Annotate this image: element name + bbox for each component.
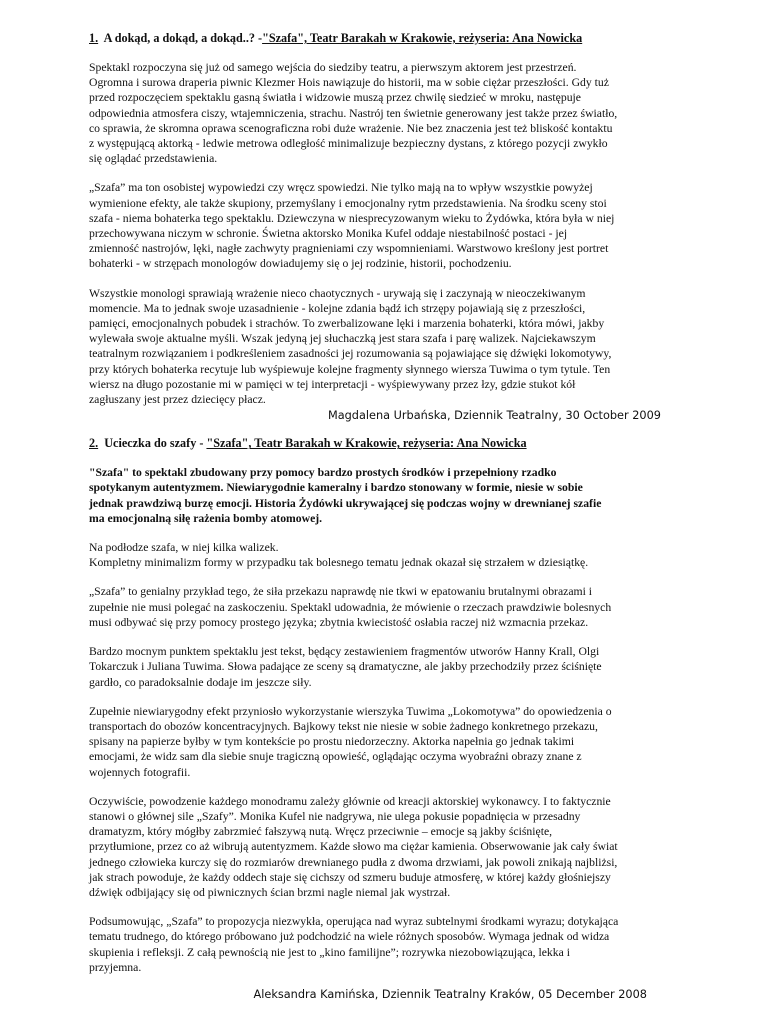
text-line: przytłumione, przez co aż wibrują autentyzmem. Każde słowo ma ciężar kamienia. Obserwowanie jak cały świat	[89, 840, 618, 854]
text-line: przechowywana niczym w schronie. Świetna aktorsko Monika Kufel oddaje niestabilność postaci - jej	[89, 227, 568, 241]
article-2-paragraph	[89, 644, 669, 690]
text-line: wylewała swoje aktualne myśli. Wszak jedyną jej słuchaczką jest stara szafa i parę walizek. Najciekawszym	[89, 332, 596, 346]
text-line: skupienia i refleksji. Z całą pewnością nie jest to „kino familijne”; rozrywka niezobowiązująca, lekka i	[89, 945, 570, 959]
text-line: wiersz na długo pozostanie mi w pamięci w tej interpretacji - wyśpiewywany przez łzy, gdzie stukot kół	[89, 377, 576, 391]
text-line: z występującą aktorką - ledwie metrowa odległość minimalizuje bezpieczny dystans, z którego pozycji zwykło	[89, 137, 608, 151]
text-line: szafa - niema bohaterka tego spektaklu. Dziewczyna w niesprecyzowanym wieku to Żydówka, która była w niej	[89, 211, 615, 225]
article-1-heading	[89, 30, 669, 47]
article-2-signature: Aleksandra Kamińska, Dziennik Teatralny Kraków, 05 December 2008	[253, 987, 647, 1001]
text-line: Spektakl rozpoczyna się już od samego wejścia do siedziby teatru, a pierwszym aktorem jest przestrzeń.	[89, 61, 577, 74]
article-2-paragraph	[89, 584, 669, 630]
article-2-paragraph	[89, 540, 669, 570]
text-line: się oglądać przedstawienia.	[89, 152, 218, 166]
text-line: dramatyzm, który mógłby zabrzmieć fałszywą nutą. Wręcz przeciwnie – emocje są jakby ściśnięte,	[89, 825, 553, 839]
article-1-paragraph	[89, 286, 669, 408]
article-2-title-link[interactable]: "Szafa", Teatr Barakah w Krakowie, reżyseria: Ana Nowicka	[206, 436, 527, 451]
text-line: Ogromna i surowa draperia piwnic Klezmer Hois nawiązuje do historii, ma w sobie ciężar przeszłości. Gdy tuż	[89, 76, 609, 90]
article-2-paragraph	[89, 704, 669, 780]
text-line: bohaterki - w strzępach monologów dowiadujemy się o jej rodzinie, historii, pochodzeniu.	[89, 257, 512, 271]
article-1-number: 1.	[89, 31, 99, 45]
article-1-paragraph	[89, 180, 669, 271]
text-line: zagłuszany jest przez dziecięcy płacz.	[89, 393, 266, 407]
text-line: przyjemna.	[89, 960, 142, 974]
article-2-heading	[89, 435, 669, 452]
text-line: tematu trudnego, do którego próbowano już podchodzić na wiele różnych sposobów. Wymaga jednak od widza	[89, 930, 610, 944]
text-line: Kompletny minimalizm formy w przypadku tak bolesnego tematu jednak okazał się strzałem w dziesiątkę.	[89, 556, 589, 570]
article-1-title-link[interactable]: "Szafa", Teatr Barakah w Krakowie, reżyseria: Ana Nowicka	[262, 31, 583, 45]
text-line: musi odbywać się przy pomocy prostego języka; zbytnia kwiecistość osłabia raczej niż wzmacnia przekaz.	[89, 615, 589, 629]
text-line: spisany na papierze byłby w tym kontekście po prostu niedorzeczny. Aktorka napełnia go jednak takimi	[89, 735, 575, 749]
text-line: gardło, co paradoksalnie dodaje im jeszcze siły.	[89, 675, 312, 689]
article-2-lead	[89, 465, 669, 526]
text-line: zupełnie nie musi polegać na zaskoczeniu. Spektakl udowadnia, że mówienie o rzeczach prawdziwie bolesnych	[89, 600, 612, 614]
text-line: odpowiednia atmosfera ciszy, wtajemniczenia, strachu. Nastrój ten świetnie generowany jest także przez światło,	[89, 106, 618, 120]
text-line: teatralnym rozwiązaniem i podkreśleniem zasadności jej rozumowania są pojawiające się dźwięki lokomotywy,	[89, 347, 612, 361]
text-line: transportach do obozów koncentracyjnych. Bajkowy tekst nie niesie w sobie żadnego konkretnego przekazu,	[89, 719, 598, 733]
article-1-paragraph	[89, 60, 669, 166]
text-line: co sprawia, że skromna oprawa scenograficzna robi duże wrażenie. Nie bez znaczenia jest też bliskość kontaktu	[89, 121, 613, 135]
text-line: Tokarczuk i Juliana Tuwima. Słowa padające ze sceny są dramatyczne, ale jakby przechodziły przez ściśnięte	[89, 660, 602, 674]
text-line: wymienione efekty, ale także skupiony, przemyślany i emocjonalny rytm przedstawienia. Na środku sceny stoi	[89, 196, 607, 210]
text-line: Bardzo mocnym punktem spektaklu jest tekst, będący zestawieniem fragmentów utworów Hanny Krall, Olgi	[89, 645, 600, 659]
text-line: Podsumowując, „Szafa” to propozycja niezwykła, operująca nad wyraz subtelnymi środkami wyrazu; dotykająca	[89, 915, 619, 929]
text-line: Zupełnie niewiarygodny efekt przyniosło wykorzystanie wierszyka Tuwima „Lokomotywa” do opowiedzenia o	[89, 704, 612, 718]
article-2-paragraph	[89, 914, 669, 975]
text-line: jednak prawdziwą burzę emocji. Historia Żydówki ukrywającej się podczas wojny w drewnianej szafie	[89, 496, 602, 510]
text-line: „Szafa” to genialny przykład tego, że siła przekazu naprawdę nie tkwi w epatowaniu brutalnymi obrazami i	[89, 585, 593, 599]
text-line: przy których bohaterka recytuje lub wyśpiewuje kolejne fragmenty słynnego wiersza Tuwima o tym tytule. Ten	[89, 362, 611, 376]
text-line: momencie. Ma to jednak swoje uzasadnienie - kolejne zdania bądź ich strzępy pojawiają się z przeszłości,	[89, 301, 586, 315]
article-1-signature: Magdalena Urbańska, Dziennik Teatralny, 30 October 2009	[327, 409, 661, 423]
text-line: jak strach powoduje, że każdy oddech staje się cichszy od szmeru buduje atmosferę, w której każdy głośniejszy	[89, 870, 611, 884]
text-line: emocjami, że widz sam dla siebie snuje tragiczną opowieść, oglądając oczyma wyobraźni obrazy znane z	[89, 750, 582, 764]
text-line: zmienność nastrojów, lęki, nagłe zachwyty pragnieniami czy wspomnieniami. Warstwowo kreślony jest portret	[89, 242, 609, 256]
text-line: Oczywiście, powodzenie każdego monodramu zależy głównie od kreacji aktorskiej wykonawcy. I to faktycznie	[89, 794, 611, 808]
document-page	[89, 30, 669, 1014]
text-line: "Szafa" to spektakl zbudowany przy pomocy bardzo prostych środków i przepełniony rzadko	[89, 466, 557, 480]
text-line: wojennych fotografii.	[89, 765, 191, 779]
text-line: pamięci, emocjonalnych pobudek i strachów. To zwerbalizowane lęki i marzenia bohaterki, która mówi, jakby	[89, 317, 605, 331]
text-line: jednego człowieka kurczy się do rozmiarów drewnianego pudła z dwoma drzwiami, jak powoli znikają najbliżsi,	[89, 855, 618, 869]
text-line: przed rozpoczęciem spektaklu gasną światła i widzowie muszą przez chwilę siedzieć w mroku, następuje	[89, 91, 581, 105]
article-2-title: Ucieczka do szafy -	[104, 436, 204, 451]
text-line: stanowi o głównej sile „Szafy”. Monika Kufel nie nadgrywa, nie ulega pokusie popadnięcia w przesadny	[89, 809, 581, 823]
article-1-title: A dokąd, a dokąd, a dokąd..? -	[103, 31, 263, 45]
text-line: Na podłodze szafa, w niej kilka walizek.	[89, 541, 279, 555]
text-line: ma emocjonalną siłę rażenia bomby atomowej.	[89, 511, 323, 525]
article-2-paragraph	[89, 794, 669, 900]
text-line: spotykanym autentyzmem. Niewiarygodnie kameralny i bardzo stonowany w formie, niesie w sobie	[89, 481, 583, 495]
text-line: „Szafa” ma ton osobistej wypowiedzi czy wręcz spowiedzi. Nie tylko mają na to wpływ wszystkie powyżej	[89, 181, 593, 195]
text-line: Wszystkie monologi sprawiają wrażenie nieco chaotycznych - urywają się i zaczynają w nieoczekiwanym	[89, 286, 586, 300]
article-2-number: 2.	[89, 436, 99, 451]
text-line: dźwięk odbijający się od piwnicznych ścian brzmi nagle niemal jak wystrzał.	[89, 885, 451, 899]
